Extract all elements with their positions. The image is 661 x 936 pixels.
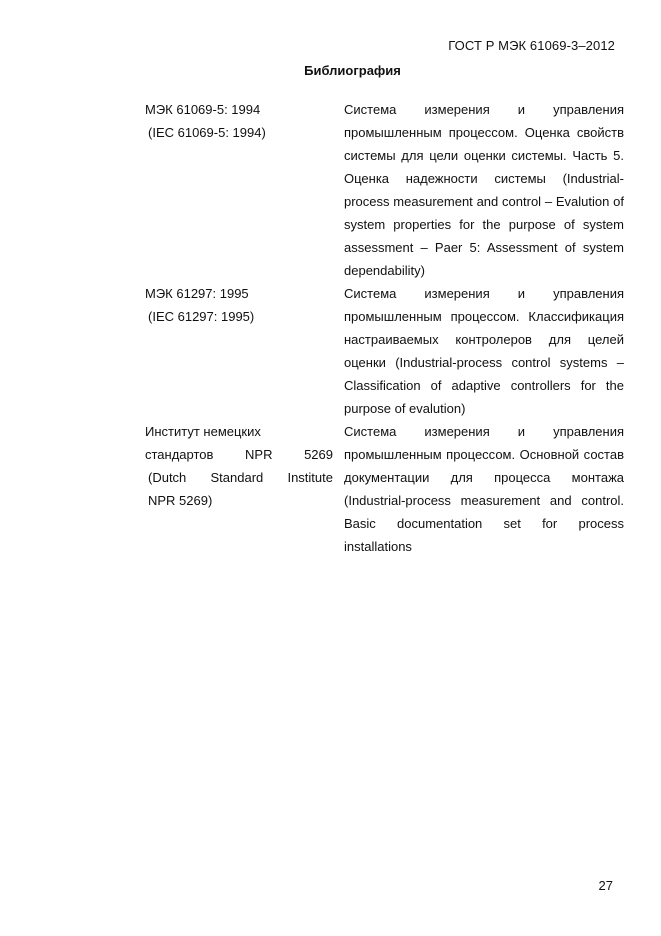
bibliography-entry	[145, 98, 624, 282]
entry-description: Система измерения и управления промышленным процессом. Оценка свойств системы для цели оценки системы. Часть 5. Оценка надежности системы (Industrial-process measurement and control – Evalution of system properties for the purpose of system assessment – Paer 5: Assessment of system dependability)	[344, 102, 624, 278]
designation-line: (IEC 61069-5: 1994)	[148, 125, 266, 140]
designation-line: стандартов NPR 5269	[145, 447, 333, 462]
entry-description: Система измерения и управления промышленным процессом. Основной состав документации для процесса монтажа (Industrial-process measurement and control. Basic documentation set for process installations	[344, 424, 624, 554]
entry-designation	[145, 282, 333, 420]
designation-line: (Dutch Standard Institute	[148, 470, 333, 485]
designation-line: NPR 5269)	[148, 493, 213, 508]
page-title: Библиография	[304, 63, 401, 78]
bibliography-entry	[145, 282, 624, 420]
designation-line: МЭК 61069-5: 1994	[145, 102, 261, 117]
designation-line: (IEC 61297: 1995)	[148, 309, 255, 324]
document-code: ГОСТ Р МЭК 61069-3–2012	[448, 38, 615, 53]
designation-line: МЭК 61297: 1995	[145, 286, 249, 301]
entry-designation	[145, 420, 333, 558]
page-number: 27	[598, 878, 613, 893]
designation-line: Институт немецких	[145, 424, 261, 439]
entry-designation	[145, 98, 333, 282]
bibliography-list	[145, 98, 624, 558]
bibliography-entry	[145, 420, 624, 558]
entry-description: Система измерения и управления промышленным процессом. Классификация настраиваемых контролеров для целей оценки (Industrial-process control systems – Classification of adaptive controllers for the purpose of evalution)	[344, 286, 624, 416]
